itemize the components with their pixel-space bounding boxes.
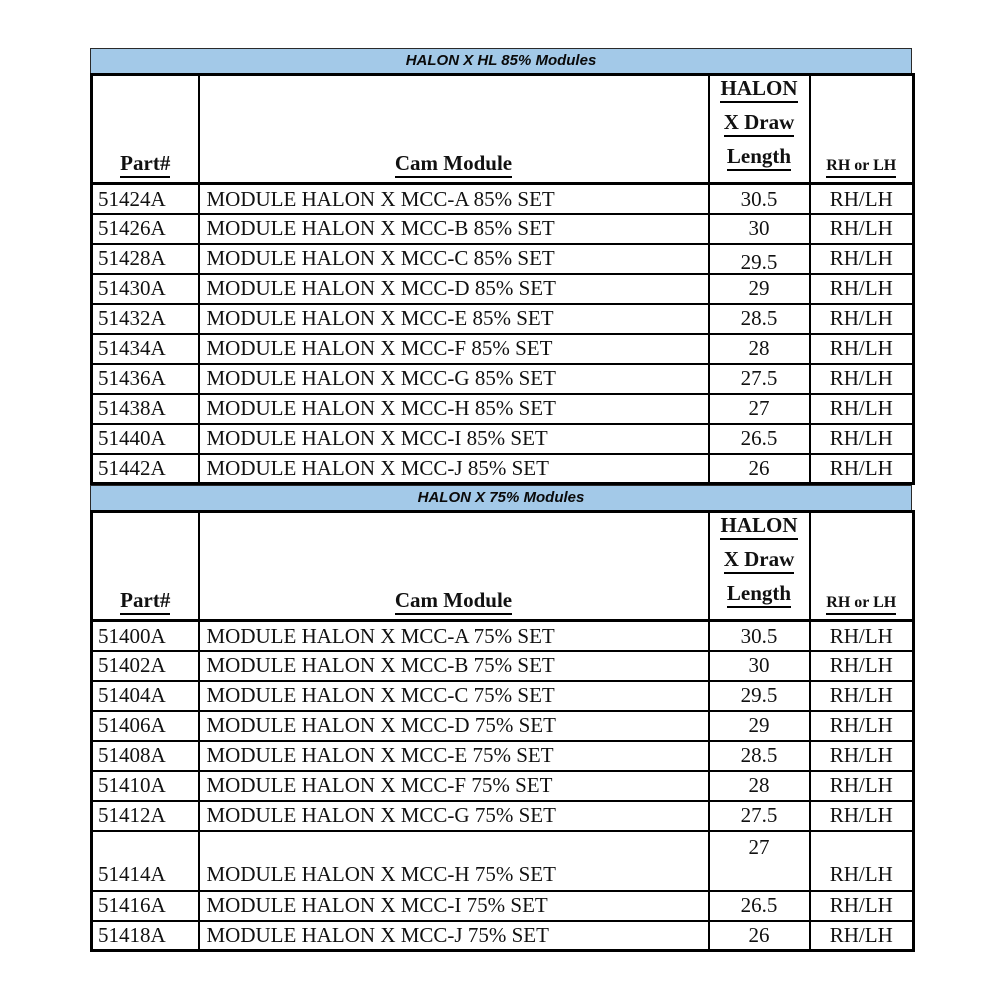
table-body-85: [92, 184, 914, 484]
table-cell: MODULE HALON X MCC-B 75% SET: [199, 651, 709, 681]
table-cell: 51442A: [92, 454, 199, 484]
table-row: [92, 711, 914, 741]
table-cell: 51412A: [92, 801, 199, 831]
table-cell: MODULE HALON X MCC-J 85% SET: [199, 454, 709, 484]
table-cell: MODULE HALON X MCC-A 85% SET: [199, 184, 709, 214]
table-cell: MODULE HALON X MCC-I 85% SET: [199, 424, 709, 454]
modules-table-75: [90, 510, 915, 952]
table-cell: RH/LH: [810, 741, 914, 771]
table-cell: RH/LH: [810, 334, 914, 364]
table-cell: 28.5: [709, 304, 810, 334]
table-cell: MODULE HALON X MCC-D 75% SET: [199, 711, 709, 741]
table-cell: MODULE HALON X MCC-G 75% SET: [199, 801, 709, 831]
table-cell: 51426A: [92, 214, 199, 244]
table-row: [92, 334, 914, 364]
table-cell: 30.5: [709, 184, 810, 214]
table-row: [92, 681, 914, 711]
table-cell: 27: [709, 831, 810, 891]
table-cell: 29: [709, 274, 810, 304]
table-cell: 51408A: [92, 741, 199, 771]
table-row: [92, 214, 914, 244]
table-row: [92, 454, 914, 484]
table-cell: 29.5: [709, 681, 810, 711]
table-cell: 28: [709, 771, 810, 801]
table-row: [92, 741, 914, 771]
table-cell: 51434A: [92, 334, 199, 364]
table-row: [92, 891, 914, 921]
table-row: [92, 831, 914, 891]
table-cell: RH/LH: [810, 681, 914, 711]
table-cell: RH/LH: [810, 831, 914, 891]
table-cell: 51404A: [92, 681, 199, 711]
table-body-75: [92, 621, 914, 951]
column-header-hand: [810, 512, 914, 621]
table-cell: 51406A: [92, 711, 199, 741]
table-row: [92, 424, 914, 454]
table-cell: RH/LH: [810, 394, 914, 424]
table-cell: 51430A: [92, 274, 199, 304]
table-cell: 51424A: [92, 184, 199, 214]
column-header-hand-label: RH or LH: [826, 594, 896, 615]
column-header-part-label: Part#: [120, 588, 170, 615]
table-cell: 51402A: [92, 651, 199, 681]
table-title-band-85: HALON X HL 85% Modules: [90, 48, 912, 73]
table-cell: RH/LH: [810, 891, 914, 921]
table-row: [92, 364, 914, 394]
table-row: [92, 394, 914, 424]
table-cell: 51400A: [92, 621, 199, 651]
table-header-75: [92, 512, 914, 621]
column-header-draw-length: [709, 512, 810, 621]
table-cell: MODULE HALON X MCC-F 85% SET: [199, 334, 709, 364]
column-header-hand-label: RH or LH: [826, 157, 896, 178]
table-cell: MODULE HALON X MCC-I 75% SET: [199, 891, 709, 921]
table-cell: 27: [709, 394, 810, 424]
table-cell: 26: [709, 921, 810, 951]
column-header-draw-length: [709, 75, 810, 184]
table-cell: MODULE HALON X MCC-H 85% SET: [199, 394, 709, 424]
column-header-cam-module-label: Cam Module: [395, 151, 512, 178]
table-cell: 51432A: [92, 304, 199, 334]
draw-length-line-1: HALON: [720, 513, 797, 540]
table-cell: MODULE HALON X MCC-J 75% SET: [199, 921, 709, 951]
table-cell: 51416A: [92, 891, 199, 921]
table-row: [92, 651, 914, 681]
table-cell: MODULE HALON X MCC-G 85% SET: [199, 364, 709, 394]
table-row: [92, 801, 914, 831]
table-row: [92, 304, 914, 334]
table-cell: 26.5: [709, 891, 810, 921]
table-cell: MODULE HALON X MCC-A 75% SET: [199, 621, 709, 651]
header-row: [92, 512, 914, 621]
table-cell: MODULE HALON X MCC-C 75% SET: [199, 681, 709, 711]
draw-length-line-2: X Draw: [724, 110, 795, 137]
table-cell: MODULE HALON X MCC-D 85% SET: [199, 274, 709, 304]
modules-table-75-section: [90, 485, 912, 952]
table-cell: 29: [709, 711, 810, 741]
draw-length-line-1: HALON: [720, 76, 797, 103]
table-cell: RH/LH: [810, 364, 914, 394]
table-cell: 51414A: [92, 831, 199, 891]
draw-length-line-3: Length: [727, 581, 791, 608]
table-row: [92, 184, 914, 214]
table-cell: MODULE HALON X MCC-F 75% SET: [199, 771, 709, 801]
table-header-85: [92, 75, 914, 184]
table-cell: MODULE HALON X MCC-E 75% SET: [199, 741, 709, 771]
modules-table-85-section: [90, 48, 912, 485]
table-cell: 51440A: [92, 424, 199, 454]
table-cell: 28: [709, 334, 810, 364]
table-cell: 27.5: [709, 364, 810, 394]
column-header-cam-module: [199, 75, 709, 184]
column-header-part: [92, 512, 199, 621]
table-cell: MODULE HALON X MCC-B 85% SET: [199, 214, 709, 244]
table-cell: 26: [709, 454, 810, 484]
table-cell: MODULE HALON X MCC-H 75% SET: [199, 831, 709, 891]
table-cell: RH/LH: [810, 771, 914, 801]
column-header-cam-module-label: Cam Module: [395, 588, 512, 615]
header-row: [92, 75, 914, 184]
table-cell: RH/LH: [810, 651, 914, 681]
draw-length-line-3: Length: [727, 144, 791, 171]
table-cell: 51438A: [92, 394, 199, 424]
draw-length-line-2: X Draw: [724, 547, 795, 574]
table-row: [92, 274, 914, 304]
table-row: [92, 621, 914, 651]
table-cell: RH/LH: [810, 801, 914, 831]
table-row: [92, 771, 914, 801]
table-cell: 51418A: [92, 921, 199, 951]
table-cell: RH/LH: [810, 214, 914, 244]
table-cell: 30: [709, 214, 810, 244]
table-cell: MODULE HALON X MCC-C 85% SET: [199, 244, 709, 274]
column-header-part: [92, 75, 199, 184]
table-cell: 30.5: [709, 621, 810, 651]
table-title-band-75: HALON X 75% Modules: [90, 485, 912, 510]
table-cell: MODULE HALON X MCC-E 85% SET: [199, 304, 709, 334]
table-cell: 29.5: [709, 244, 810, 274]
column-header-cam-module: [199, 512, 709, 621]
table-cell: 26.5: [709, 424, 810, 454]
table-cell: 51436A: [92, 364, 199, 394]
table-row: [92, 244, 914, 274]
table-cell: 28.5: [709, 741, 810, 771]
column-header-part-label: Part#: [120, 151, 170, 178]
table-cell: RH/LH: [810, 184, 914, 214]
table-cell: 51428A: [92, 244, 199, 274]
table-cell: 30: [709, 651, 810, 681]
modules-table-85: [90, 73, 915, 485]
table-cell: RH/LH: [810, 454, 914, 484]
column-header-hand: [810, 75, 914, 184]
table-cell: RH/LH: [810, 711, 914, 741]
table-cell: RH/LH: [810, 244, 914, 274]
table-cell: RH/LH: [810, 424, 914, 454]
table-cell: 51410A: [92, 771, 199, 801]
table-cell: RH/LH: [810, 304, 914, 334]
table-row: [92, 921, 914, 951]
table-cell: RH/LH: [810, 621, 914, 651]
table-cell: RH/LH: [810, 274, 914, 304]
table-cell: 27.5: [709, 801, 810, 831]
table-cell: RH/LH: [810, 921, 914, 951]
